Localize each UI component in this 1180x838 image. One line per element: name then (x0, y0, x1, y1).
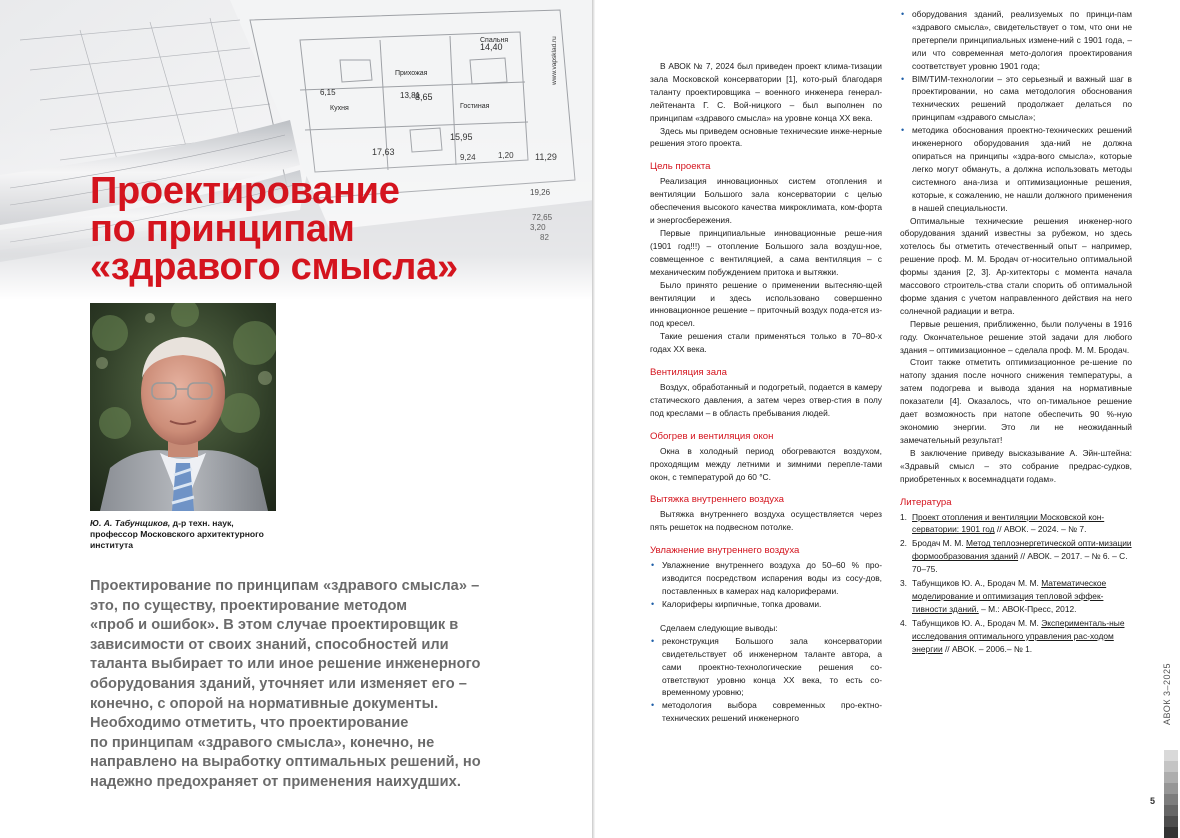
paragraph: Оптимальные технические решения инженер-ного оборудования зданий известны за рубежом, но здесь хотелось бы отметить отечественный опыт – например, решение проф. М. М. Бродач от-носительно оптимальной формы здания [2, 3]. Ар-хитекторы с момента начала массового строитель-ства стали спорить об оптимальной форме здания с учетом направленного действия на него солнечной радиации и ветра. (900, 215, 1132, 316)
bullet-list (650, 559, 882, 611)
svg-text:Спальня: Спальня (480, 37, 509, 44)
author-caption (90, 518, 290, 551)
author-name: Ю. А. Табунщиков, (90, 518, 171, 528)
svg-text:14,40: 14,40 (480, 42, 503, 52)
reference-number: 2. (900, 538, 907, 549)
reference-source: // АВОК. – 2017. – № 6. – С. 70–75. (912, 551, 1128, 575)
section-heading-references: Литература (900, 496, 952, 508)
article-title (90, 172, 458, 286)
lead-line: Необходимо отметить, что проектирование (90, 715, 409, 732)
lead-line: направлено на выработку оптимальных решений, но (90, 754, 481, 771)
text-column-1 (650, 60, 882, 725)
swatch (1164, 827, 1178, 838)
list-item: • оборудования зданий, реализуемых по принци-пам «здравого смысла», свидетельствует о том, что они не претерпели принципиальных измене-ний с 1901 года, – или что современная мето-дология проектирования соответствует уровню 1901 года; (900, 8, 1132, 73)
swatch (1164, 783, 1178, 794)
lead-line: это, по существу, проектирование методом (90, 597, 408, 614)
paragraph: Здесь мы приведем основные технические инже-нерные решения этого проекта. (650, 125, 882, 149)
reference-item (900, 577, 1132, 616)
reference-item (900, 537, 1132, 576)
reference-number: 1. (900, 511, 907, 522)
right-page (598, 0, 1180, 838)
reference-authors: Табунщиков Ю. А., Бродач М. М. (912, 578, 1042, 589)
paragraph: Было принято решение о применении вытесняю-щей вентиляции и здесь использовано совершенно инновационное решение – приточный воздух пода-ется из-под кресел. (650, 279, 882, 329)
svg-text:13,81: 13,81 (400, 91, 421, 100)
section-heading-goal: Цель проекта (650, 161, 711, 173)
reference-list (900, 511, 1132, 656)
section-heading-windows: Обогрев и вентиляция окон (650, 430, 774, 442)
svg-text:Кухня: Кухня (330, 105, 349, 112)
swatch (1164, 805, 1178, 816)
bullet-list (650, 635, 882, 725)
title-line-1: Проектирование (90, 170, 400, 212)
reference-authors: Бродач М. М. (912, 538, 966, 549)
reference-authors: Табунщиков Ю. А., Бродач М. М. (912, 617, 1042, 628)
swatch (1164, 761, 1178, 772)
author-degree: д-р техн. наук, (170, 518, 234, 528)
section-heading-exhaust: Вытяжка внутреннего воздуха (650, 494, 785, 506)
author-photo (90, 303, 276, 511)
list-item: • реконструкция Большого зала консерватории свидетельствует об инженерном таланте автора, а сами проектно-технологические решения со-ответствуют уровню конца XX века, то есть со-временному уровню; (650, 635, 882, 700)
paragraph: В заключение приведу высказывание А. Эйн-штейна: «Здравый смысл – это собрание предрас-судков, приобретенных к восемнадцати годам». (900, 447, 1132, 484)
reference-item (900, 511, 1132, 537)
reference-link[interactable]: Математическое моделирование и оптимизация тепловой эффек-тивности зданий. (912, 578, 1107, 614)
paragraph: Сделаем следующие выводы: (660, 622, 778, 633)
paragraph: Вытяжка внутреннего воздуха осуществляется через пять решеток на подвесном потолке. (650, 509, 882, 533)
svg-text:www.vapsklad.ru: www.vapsklad.ru (551, 36, 558, 85)
paragraph: Окна в холодный период обогреваются воздухом, проходящим между летними и зимними перепле-тами окон, с температурой до 60 °С. (650, 445, 882, 482)
reference-source: // АВОК. – 2006.– № 1. (942, 643, 1033, 654)
list-item: • Увлажнение внутреннего воздуха до 50–60 % про-изводится посредством испарения воды из сосу-дов, поставленных в камерах над калориферами. (650, 559, 882, 598)
paragraph: Первые принципиальные инновационные реше-ния (1901 год!!!) – отопление Большого зала воздуш-ное, совмещенное с вентиляцией, а сама вентиляция – с механическим побуждением притока и вытяжки. (650, 227, 882, 277)
reference-number: 3. (900, 578, 907, 589)
lead-paragraph (90, 577, 515, 793)
paragraph: Первые решения, приближенно, были получены в 1916 году. Окончательное решение этой задачи для любого здания – оптимизационное – сделала проф. М. М. Бродач. (900, 318, 1132, 355)
color-swatches (1164, 750, 1178, 838)
lead-line: зависимости от своих знаний, способностей или (90, 636, 449, 653)
title-line-2: по принципам (90, 208, 355, 250)
svg-text:Прихожая: Прихожая (395, 70, 428, 77)
swatch (1164, 794, 1178, 805)
text-column-2 (900, 8, 1132, 657)
lead-line: Проектирование по принципам «здравого смысла» – (90, 578, 480, 594)
paragraph: Стоит также отметить оптимизационное ре-шение по натопу здания после ночного снижения температуры, а затем подогрева и вывода здания на нормативные показатели [4]. Оказалось, что оп-тимальное решение дает возможность при натопе обеспечить 90 %-ную экономию энергии. Это ли не неожиданный замечательный результат! (900, 357, 1132, 445)
list-item: • BIM/ТИМ-технологии – это серьезный и важный шаг в проектировании, но сама методология обоснования технических решений продолжает делаться по принципам «здравого смысла»; (900, 73, 1132, 125)
section-heading-ventilation: Вентиляция зала (650, 367, 727, 379)
lead-line: «проб и ошибок». В этом случае проектировщик в (90, 617, 459, 634)
reference-link[interactable]: Проект отопления и вентиляции Московской кон-серватории: 1901 год (912, 511, 1105, 535)
list-item: • методология выбора современных про-ектно-технических решений инженерного (650, 699, 882, 725)
section-heading-humidification: Увлажнение внутреннего воздуха (650, 545, 800, 557)
page-number: 5 (1150, 796, 1156, 806)
reference-item (900, 617, 1132, 656)
page-gutter (592, 0, 595, 838)
reference-source: // АВОК. – 2024. – № 7. (994, 524, 1087, 535)
title-line-3: «здравого смысла» (90, 246, 458, 288)
lead-line: конечно, с опорой на нормативные документы. (90, 695, 439, 712)
author-institution: института (90, 540, 134, 550)
lead-line: надежно предохраняет от применения наихудших. (90, 773, 461, 790)
reference-number: 4. (900, 617, 907, 628)
swatch (1164, 750, 1178, 761)
reference-link[interactable]: Метод теплоэнергетической опти-мизации формообразования зданий (912, 538, 1132, 562)
author-position: профессор Московского архитектурного (90, 529, 264, 539)
svg-text:Гостиная: Гостиная (460, 103, 490, 110)
paragraph: Такие решения стали применяться только в 70–80-х годах XX века. (650, 331, 882, 355)
lead-line: по принципам «здравого смысла», конечно, не (90, 734, 435, 751)
lead-line: таланта выбирает то или иное решение инженерного (90, 656, 481, 673)
swatch (1164, 772, 1178, 783)
paragraph: В АВОК № 7, 2024 был приведен проект клима-тизации зала Московской консерватории [1], кото-рый благодаря таланту проектировщика – военного инженера генерал-лейтенанта Г. С. Вой-ницкого – был выполнен по принципам «здравого смысла» на уровне конца XX века. (650, 61, 882, 123)
journal-issue-tag: АВОК 3–2025 (1162, 663, 1172, 725)
reference-source: – М.: АВОК-Пресс, 2012. (978, 603, 1077, 614)
bullet-list (900, 8, 1132, 215)
svg-text:6,15: 6,15 (320, 88, 336, 97)
paragraph: Воздух, обработанный и подогретый, подается в камеру статического давления, а затем через отвер-стия в полу под креслами – в область пребывания людей. (650, 382, 882, 418)
swatch (1164, 816, 1178, 827)
list-item: • методика обоснования проектно-технических решений инженерного оборудования зда-ний не должна опираться на принципы «здра-вого смысла», которые легко могут обмануть, а должна использовать методы системного ана-лиза и оптимизационные решения, которые, к сожалению, не нашли должного применения в нашей специальности. (900, 124, 1132, 214)
list-item: • Калориферы кирпичные, топка дровами. (650, 598, 882, 611)
paragraph: Реализация инновационных систем отопления и вентиляции Большого зала консерватории с целью обеспечения высокого качества микроклимата, ком-форта и энергосбережения. (650, 176, 882, 226)
svg-text:8,65: 8,65 (415, 92, 433, 102)
reference-link[interactable]: Эксперименталь-ные исследования оптимального управления рас-ходом энергии (912, 617, 1125, 654)
lead-line: оборудования зданий, уточняет или изменяет его – (90, 675, 467, 692)
